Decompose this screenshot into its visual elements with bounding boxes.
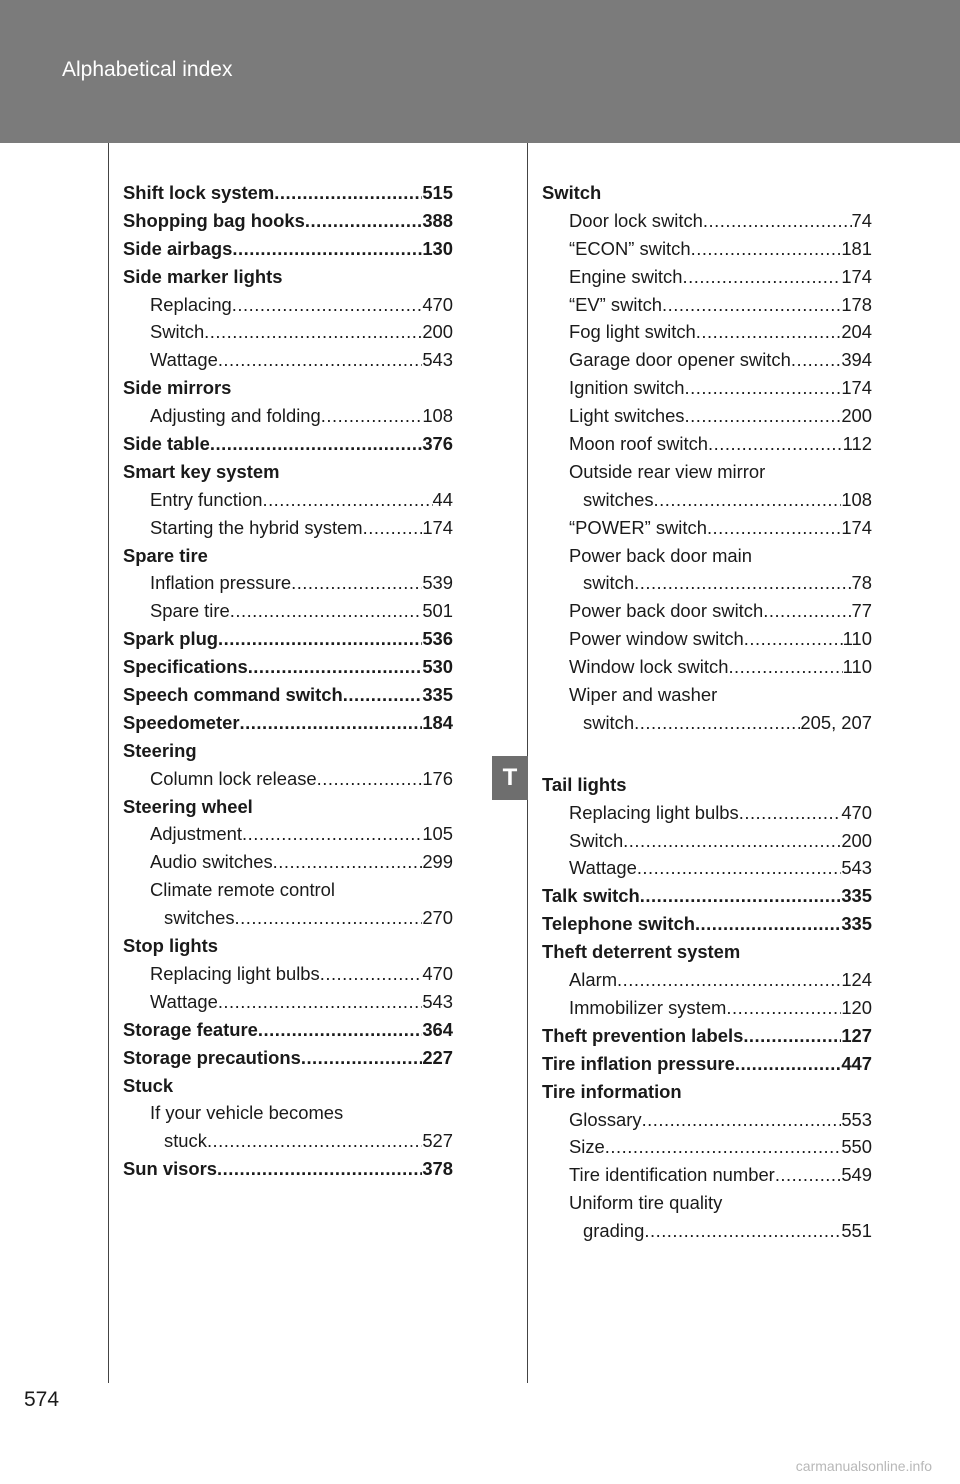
entry-page-number: 108 — [841, 488, 872, 510]
entry-page-number: 539 — [422, 572, 453, 594]
entry-page-number: 299 — [422, 851, 453, 873]
entry-term: Steering — [123, 739, 197, 761]
leader-dots — [217, 1155, 422, 1183]
index-entry — [123, 235, 453, 263]
entry-term: “EV” switch — [569, 293, 662, 315]
entry-page-number: 515 — [422, 182, 453, 203]
entry-page-number: 536 — [422, 628, 453, 650]
entry-page-number: 184 — [422, 711, 453, 733]
leader-dots — [775, 1161, 842, 1189]
entry-page-number: 470 — [422, 962, 453, 984]
entry-term: Theft deterrent system — [542, 941, 741, 963]
entry-term: Replacing — [150, 293, 232, 315]
index-entry — [542, 681, 872, 709]
page-number: 574 — [24, 1388, 60, 1411]
index-entry — [542, 827, 872, 855]
entry-term: Garage door opener switch — [569, 349, 791, 371]
leader-dots — [644, 1217, 841, 1245]
entry-page-number: 178 — [841, 293, 872, 315]
index-entry — [542, 709, 872, 737]
entry-term: Tire identification number — [569, 1164, 775, 1186]
leader-dots — [642, 1106, 842, 1134]
entry-page-number: 388 — [422, 209, 453, 231]
entry-page-number: 200 — [841, 405, 872, 427]
entry-page-number: 335 — [841, 913, 872, 935]
leader-dots — [240, 709, 423, 737]
entry-page-number: 74 — [851, 209, 872, 231]
leader-dots — [291, 569, 422, 597]
entry-page-number: 112 — [842, 433, 872, 455]
index-entry — [123, 597, 453, 625]
index-entry — [542, 542, 872, 570]
entry-page-number: 470 — [422, 293, 453, 315]
index-entry — [123, 402, 453, 430]
entry-page-number: 549 — [841, 1164, 872, 1186]
index-entry — [542, 966, 872, 994]
entry-page-number: 470 — [841, 801, 872, 823]
index-entry — [542, 514, 872, 542]
index-entry — [123, 960, 453, 988]
entry-page-number: 270 — [422, 907, 453, 929]
index-entry — [123, 681, 453, 709]
index-entry — [123, 542, 453, 570]
index-entry — [123, 346, 453, 374]
entry-term: Spare tire — [150, 600, 230, 622]
header-title: Alphabetical index — [62, 58, 233, 81]
entry-term: Storage precautions — [123, 1046, 301, 1068]
entry-term: Side mirrors — [123, 377, 232, 399]
entry-term: Wattage — [150, 349, 218, 371]
index-entry — [542, 1050, 872, 1078]
entry-term: Column lock release — [150, 767, 317, 789]
index-column-right — [542, 179, 872, 1245]
entry-term: Shopping bag hooks — [123, 209, 305, 231]
entry-page-number: 174 — [841, 265, 872, 287]
page-header — [0, 0, 960, 143]
entry-term: grading — [583, 1220, 645, 1242]
index-entry — [542, 430, 872, 458]
entry-page-number: 394 — [841, 349, 872, 371]
index-entry — [123, 179, 453, 207]
entry-page-number: 200 — [841, 829, 872, 851]
leader-dots — [317, 765, 423, 793]
index-entry — [542, 1161, 872, 1189]
index-entry — [542, 1189, 872, 1217]
leader-dots — [791, 346, 841, 374]
index-entry — [123, 765, 453, 793]
entry-term: Wattage — [569, 857, 637, 879]
index-entry — [542, 318, 872, 346]
index-entry — [542, 1106, 872, 1134]
index-entry — [123, 374, 453, 402]
entry-term: Side marker lights — [123, 265, 283, 287]
index-entry — [542, 854, 872, 882]
leader-dots — [248, 653, 423, 681]
index-entry — [123, 458, 453, 486]
entry-page-number: 335 — [422, 684, 453, 706]
entry-page-number: 200 — [422, 321, 453, 343]
index-entry — [542, 569, 872, 597]
leader-dots — [301, 1044, 422, 1072]
leader-dots — [634, 569, 851, 597]
entry-page-number: 108 — [422, 405, 453, 427]
leader-dots — [743, 1022, 841, 1050]
entry-term: Light switches — [569, 405, 685, 427]
entry-term: Adjustment — [150, 823, 242, 845]
entry-page-number: 174 — [422, 516, 453, 538]
leader-dots — [343, 681, 423, 709]
leader-dots — [274, 179, 422, 207]
entry-page-number: 543 — [841, 857, 872, 879]
index-entry — [123, 1044, 453, 1072]
index-entry — [542, 486, 872, 514]
entry-term: Tire information — [542, 1080, 682, 1102]
index-entry — [542, 179, 872, 207]
leader-dots — [218, 346, 423, 374]
entry-page-number: 204 — [841, 321, 872, 343]
index-entry — [542, 1133, 872, 1161]
entry-term: switches — [583, 488, 654, 510]
leader-dots — [232, 291, 423, 319]
entry-term: Stop lights — [123, 935, 219, 957]
index-entry — [542, 374, 872, 402]
index-entry — [123, 876, 453, 904]
leader-dots — [637, 854, 842, 882]
section-gap — [542, 737, 872, 771]
index-column-left — [123, 179, 453, 1183]
entry-page-number: 127 — [841, 1024, 872, 1046]
entry-term: Engine switch — [569, 265, 683, 287]
leader-dots — [691, 235, 842, 263]
entry-term: “ECON” switch — [569, 237, 691, 259]
index-entry — [123, 514, 453, 542]
leader-dots — [703, 207, 852, 235]
entry-term: Alarm — [569, 969, 618, 991]
entry-term: Smart key system — [123, 460, 280, 482]
leader-dots — [617, 966, 841, 994]
entry-term: Speech command switch — [123, 684, 343, 706]
leader-dots — [218, 625, 422, 653]
leader-dots — [605, 1133, 842, 1161]
index-entry — [542, 235, 872, 263]
entry-page-number: 335 — [841, 885, 872, 907]
entry-page-number: 553 — [841, 1108, 872, 1130]
entry-term: Speedometer — [123, 711, 240, 733]
index-entry — [123, 318, 453, 346]
entry-term: Sun visors — [123, 1158, 218, 1180]
entry-page-number: 447 — [841, 1052, 872, 1074]
leader-dots — [685, 374, 842, 402]
leader-dots — [321, 402, 423, 430]
entry-page-number: 181 — [841, 237, 872, 259]
entry-term: switch — [583, 572, 635, 594]
index-entry — [542, 938, 872, 966]
entry-term: Switch — [569, 829, 624, 851]
index-entry — [542, 771, 872, 799]
entry-page-number: 176 — [422, 767, 453, 789]
left-column-rule — [108, 143, 109, 1383]
index-entry — [123, 569, 453, 597]
entry-term: Side airbags — [123, 237, 233, 259]
entry-term: Wattage — [150, 990, 218, 1012]
leader-dots — [763, 597, 851, 625]
index-entry — [542, 263, 872, 291]
entry-term: Shift lock system — [123, 182, 275, 203]
entry-term: Size — [569, 1136, 605, 1158]
index-entry — [123, 263, 453, 291]
index-entry — [542, 1217, 872, 1245]
index-entry — [123, 291, 453, 319]
index-entry — [542, 291, 872, 319]
entry-term: stuck — [164, 1130, 207, 1152]
entry-page-number: 78 — [851, 572, 872, 594]
leader-dots — [232, 235, 422, 263]
leader-dots — [739, 799, 842, 827]
watermark: carmanualsonline.info — [795, 1458, 932, 1474]
leader-dots — [728, 653, 842, 681]
entry-page-number: 364 — [422, 1018, 453, 1040]
index-entry — [123, 904, 453, 932]
entry-term: “POWER” switch — [569, 516, 707, 538]
entry-term: Door lock switch — [569, 209, 703, 231]
entry-term: Switch — [150, 321, 205, 343]
entry-page-number: 543 — [422, 349, 453, 371]
leader-dots — [623, 827, 841, 855]
leader-dots — [726, 994, 841, 1022]
index-entry — [123, 1072, 453, 1100]
leader-dots — [235, 904, 423, 932]
entry-page-number: 530 — [422, 656, 453, 678]
entry-page-number: 120 — [841, 996, 872, 1018]
entry-page-number: 110 — [842, 656, 872, 678]
leader-dots — [210, 430, 422, 458]
leader-dots — [218, 988, 423, 1016]
index-entry — [123, 625, 453, 653]
entry-page-number: 376 — [422, 433, 453, 455]
entry-term: Glossary — [569, 1108, 642, 1130]
entry-term: Fog light switch — [569, 321, 696, 343]
entry-term: Stuck — [123, 1074, 174, 1096]
index-entry — [542, 994, 872, 1022]
leader-dots — [242, 820, 422, 848]
index-entry — [123, 709, 453, 737]
leader-dots — [708, 430, 843, 458]
entry-term: Telephone switch — [542, 913, 695, 935]
entry-page-number: 77 — [851, 600, 872, 622]
leader-dots — [363, 514, 423, 542]
entry-page-number: 227 — [422, 1046, 453, 1068]
index-entry — [542, 207, 872, 235]
entry-term: Entry function — [150, 488, 263, 510]
index-entry — [123, 653, 453, 681]
index-entry — [542, 346, 872, 374]
leader-dots — [262, 486, 432, 514]
entry-page-number: 501 — [422, 600, 453, 622]
index-entry — [123, 207, 453, 235]
entry-term: Theft prevention labels — [542, 1024, 744, 1046]
leader-dots — [744, 625, 843, 653]
entry-term: Window lock switch — [569, 656, 729, 678]
entry-term: Power back door main — [569, 544, 752, 566]
entry-term: Side table — [123, 433, 210, 455]
section-tab: T — [492, 756, 528, 800]
leader-dots — [640, 882, 842, 910]
leader-dots — [320, 960, 423, 988]
leader-dots — [695, 910, 841, 938]
index-entry — [123, 820, 453, 848]
index-entry — [542, 799, 872, 827]
index-entry — [123, 988, 453, 1016]
entry-page-number: 378 — [422, 1158, 453, 1180]
leader-dots — [305, 207, 422, 235]
index-entry — [123, 737, 453, 765]
leader-dots — [204, 318, 422, 346]
entry-term: Outside rear view mirror — [569, 460, 766, 482]
index-entry — [542, 402, 872, 430]
index-entry — [123, 430, 453, 458]
leader-dots — [207, 1127, 422, 1155]
index-entry — [542, 910, 872, 938]
index-entry — [123, 486, 453, 514]
entry-term: Uniform tire quality — [569, 1192, 723, 1214]
entry-term: Tire inflation pressure — [542, 1052, 735, 1074]
entry-term: Switch — [542, 182, 602, 203]
entry-term: Tail lights — [542, 773, 627, 795]
entry-term: Adjusting and folding — [150, 405, 321, 427]
leader-dots — [654, 486, 842, 514]
entry-term: Immobilizer system — [569, 996, 727, 1018]
entry-term: Talk switch — [542, 885, 640, 907]
entry-term: If your vehicle becomes — [150, 1102, 344, 1124]
entry-page-number: 543 — [422, 990, 453, 1012]
leader-dots — [735, 1050, 841, 1078]
entry-term: Wiper and washer — [569, 684, 718, 706]
entry-page-number: 205, 207 — [800, 711, 872, 733]
index-entry — [123, 1155, 453, 1183]
entry-page-number: 124 — [841, 969, 872, 991]
leader-dots — [685, 402, 842, 430]
entry-term: Moon roof switch — [569, 433, 709, 455]
index-entry — [542, 597, 872, 625]
entry-page-number: 130 — [422, 237, 453, 259]
leader-dots — [696, 318, 842, 346]
entry-term: Specifications — [123, 656, 248, 678]
entry-page-number: 527 — [422, 1130, 453, 1152]
index-entry — [123, 1099, 453, 1127]
entry-page-number: 110 — [842, 628, 872, 650]
entry-term: Power back door switch — [569, 600, 764, 622]
entry-term: switch — [583, 711, 635, 733]
leader-dots — [682, 263, 841, 291]
index-entry — [542, 653, 872, 681]
index-entry — [542, 882, 872, 910]
index-entry — [123, 1016, 453, 1044]
index-entry — [123, 932, 453, 960]
entry-term: Ignition switch — [569, 377, 685, 399]
leader-dots — [634, 709, 800, 737]
entry-term: Power window switch — [569, 628, 744, 650]
entry-term: Spark plug — [123, 628, 219, 650]
index-entry — [123, 1127, 453, 1155]
entry-term: Replacing light bulbs — [150, 962, 320, 984]
entry-term: Starting the hybrid system — [150, 516, 363, 538]
index-entry — [542, 1078, 872, 1106]
entry-term: Audio switches — [150, 851, 273, 873]
index-entry — [542, 1022, 872, 1050]
leader-dots — [258, 1016, 422, 1044]
leader-dots — [273, 848, 423, 876]
entry-term: Replacing light bulbs — [569, 801, 739, 823]
leader-dots — [230, 597, 423, 625]
entry-page-number: 174 — [841, 377, 872, 399]
entry-term: switches — [164, 907, 235, 929]
leader-dots — [707, 514, 841, 542]
entry-term: Steering wheel — [123, 795, 253, 817]
entry-term: Spare tire — [123, 544, 208, 566]
leader-dots — [662, 291, 841, 319]
entry-page-number: 105 — [422, 823, 453, 845]
entry-term: Climate remote control — [150, 879, 335, 901]
index-entry — [123, 793, 453, 821]
entry-term: Storage feature — [123, 1018, 258, 1040]
index-entry — [123, 848, 453, 876]
index-entry — [542, 458, 872, 486]
entry-page-number: 550 — [841, 1136, 872, 1158]
index-entry — [542, 625, 872, 653]
entry-page-number: 44 — [432, 488, 453, 510]
entry-page-number: 551 — [841, 1220, 872, 1242]
entry-term: Inflation pressure — [150, 572, 292, 594]
entry-page-number: 174 — [841, 516, 872, 538]
